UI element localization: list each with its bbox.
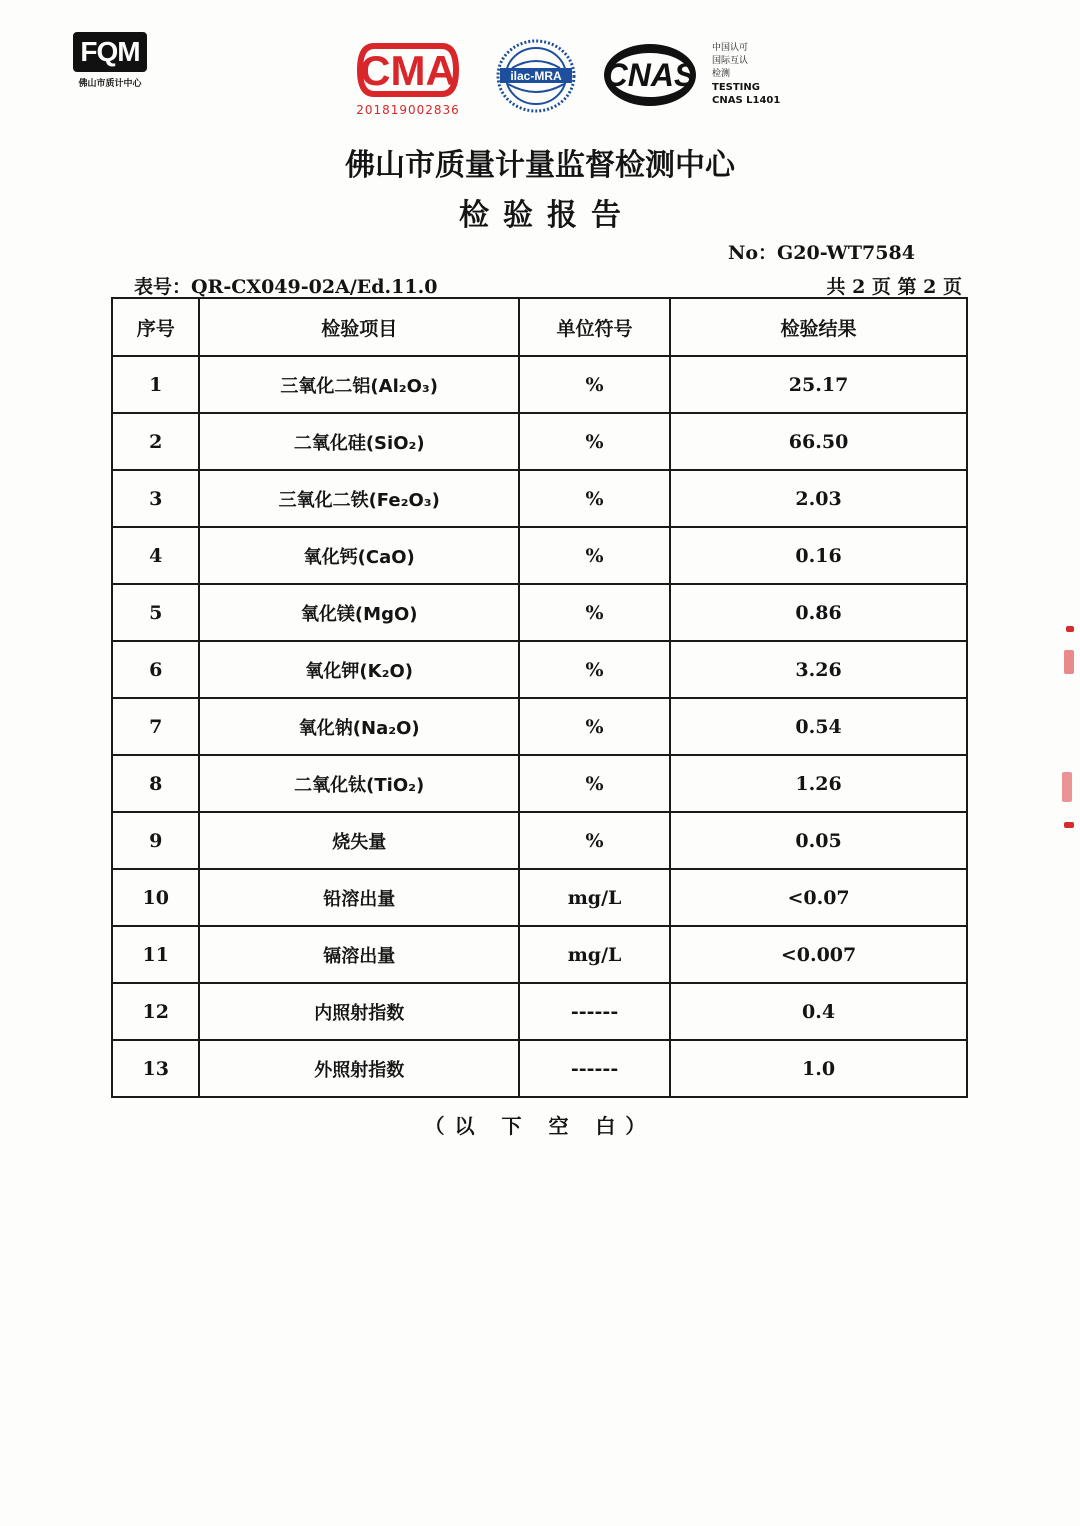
table-row xyxy=(112,1040,967,1097)
row-result: 66.50 xyxy=(670,413,967,470)
stamp-fragment xyxy=(1064,650,1074,674)
table-body xyxy=(112,356,967,1097)
row-result: 25.17 xyxy=(670,356,967,413)
row-result: <0.07 xyxy=(670,869,967,926)
row-number: 6 xyxy=(112,641,199,698)
row-item: 氧化镁(MgO) xyxy=(199,584,519,641)
table-row xyxy=(112,983,967,1040)
row-number: 7 xyxy=(112,698,199,755)
ilac-logo-text: ilac-MRA xyxy=(510,69,562,83)
table-row xyxy=(112,926,967,983)
row-item: 铅溶出量 xyxy=(199,869,519,926)
row-item: 内照射指数 xyxy=(199,983,519,1040)
row-number: 3 xyxy=(112,470,199,527)
header-item: 检验项目 xyxy=(199,298,519,356)
cma-logo-text: CMA xyxy=(360,47,456,94)
row-number: 8 xyxy=(112,755,199,812)
row-unit: % xyxy=(519,470,670,527)
table-row xyxy=(112,584,967,641)
row-unit: % xyxy=(519,812,670,869)
row-number: 1 xyxy=(112,356,199,413)
row-result: 0.54 xyxy=(670,698,967,755)
row-number: 5 xyxy=(112,584,199,641)
row-unit: % xyxy=(519,755,670,812)
row-item: 氧化钾(K₂O) xyxy=(199,641,519,698)
row-unit: ------ xyxy=(519,983,670,1040)
row-item: 氧化钙(CaO) xyxy=(199,527,519,584)
header-unit: 单位符号 xyxy=(519,298,670,356)
row-item: 二氧化硅(SiO₂) xyxy=(199,413,519,470)
header-result: 检验结果 xyxy=(670,298,967,356)
row-unit: % xyxy=(519,356,670,413)
row-item: 外照射指数 xyxy=(199,1040,519,1097)
cnas-line: CNAS L1401 xyxy=(712,95,781,106)
row-result: <0.007 xyxy=(670,926,967,983)
table-row xyxy=(112,470,967,527)
cnas-line: TESTING xyxy=(712,82,760,93)
ilac-mra-logo xyxy=(494,38,578,114)
form-number: 表号：QR-CX049-02A/Ed.11.0 xyxy=(134,276,438,298)
row-result: 0.86 xyxy=(670,584,967,641)
row-result: 3.26 xyxy=(670,641,967,698)
row-result: 0.4 xyxy=(670,983,967,1040)
row-number: 12 xyxy=(112,983,199,1040)
table-row xyxy=(112,641,967,698)
header-no: 序号 xyxy=(112,298,199,356)
table-row xyxy=(112,755,967,812)
row-unit: mg/L xyxy=(519,869,670,926)
table-row xyxy=(112,812,967,869)
row-result: 0.05 xyxy=(670,812,967,869)
cnas-line: 检测 xyxy=(712,69,731,79)
table-row xyxy=(112,356,967,413)
stamp-fragment xyxy=(1066,626,1074,632)
cnas-accreditation-text xyxy=(712,42,780,107)
row-result: 1.26 xyxy=(670,755,967,812)
row-item: 镉溶出量 xyxy=(199,926,519,983)
fqm-logo xyxy=(70,32,150,89)
row-item: 烧失量 xyxy=(199,812,519,869)
row-item: 二氧化钛(TiO₂) xyxy=(199,755,519,812)
cma-logo-mark xyxy=(352,38,464,102)
row-result: 0.16 xyxy=(670,527,967,584)
table-header-row xyxy=(112,298,967,356)
table-row xyxy=(112,698,967,755)
organization-name: 佛山市质量计量监督检测中心 xyxy=(345,148,735,183)
fqm-logo-caption: 佛山市质计中心 xyxy=(78,79,142,89)
row-item: 三氧化二铝(Al₂O₃) xyxy=(199,356,519,413)
row-item: 氧化钠(Na₂O) xyxy=(199,698,519,755)
cnas-logo xyxy=(602,42,698,108)
row-number: 13 xyxy=(112,1040,199,1097)
row-unit: mg/L xyxy=(519,926,670,983)
row-number: 2 xyxy=(112,413,199,470)
row-number: 9 xyxy=(112,812,199,869)
row-result: 2.03 xyxy=(670,470,967,527)
row-unit: % xyxy=(519,413,670,470)
table-row xyxy=(112,869,967,926)
report-title: 检验报告 xyxy=(459,198,635,233)
stamp-fragment xyxy=(1062,772,1072,802)
row-unit: % xyxy=(519,698,670,755)
row-number: 10 xyxy=(112,869,199,926)
row-unit: % xyxy=(519,641,670,698)
row-unit: ------ xyxy=(519,1040,670,1097)
table-row xyxy=(112,527,967,584)
row-number: 4 xyxy=(112,527,199,584)
row-number: 11 xyxy=(112,926,199,983)
fqm-logo-mark: FQM xyxy=(73,32,146,72)
row-unit: % xyxy=(519,527,670,584)
stamp-fragment xyxy=(1064,822,1074,828)
cnas-line: 中国认可 xyxy=(712,43,749,53)
row-result: 1.0 xyxy=(670,1040,967,1097)
row-unit: % xyxy=(519,584,670,641)
page-count: 共 2 页 第 2 页 xyxy=(826,276,962,298)
row-item: 三氧化二铁(Fe₂O₃) xyxy=(199,470,519,527)
table-row xyxy=(112,413,967,470)
results-table xyxy=(111,297,968,1098)
cnas-line: 国际互认 xyxy=(712,56,749,66)
report-number: No：G20-WT7584 xyxy=(728,242,915,264)
blank-below-note: （以 下 空 白） xyxy=(424,1114,656,1138)
cma-number: 201819002836 xyxy=(356,103,460,117)
cnas-logo-text: CNAS xyxy=(604,57,696,93)
cma-logo xyxy=(350,38,466,117)
